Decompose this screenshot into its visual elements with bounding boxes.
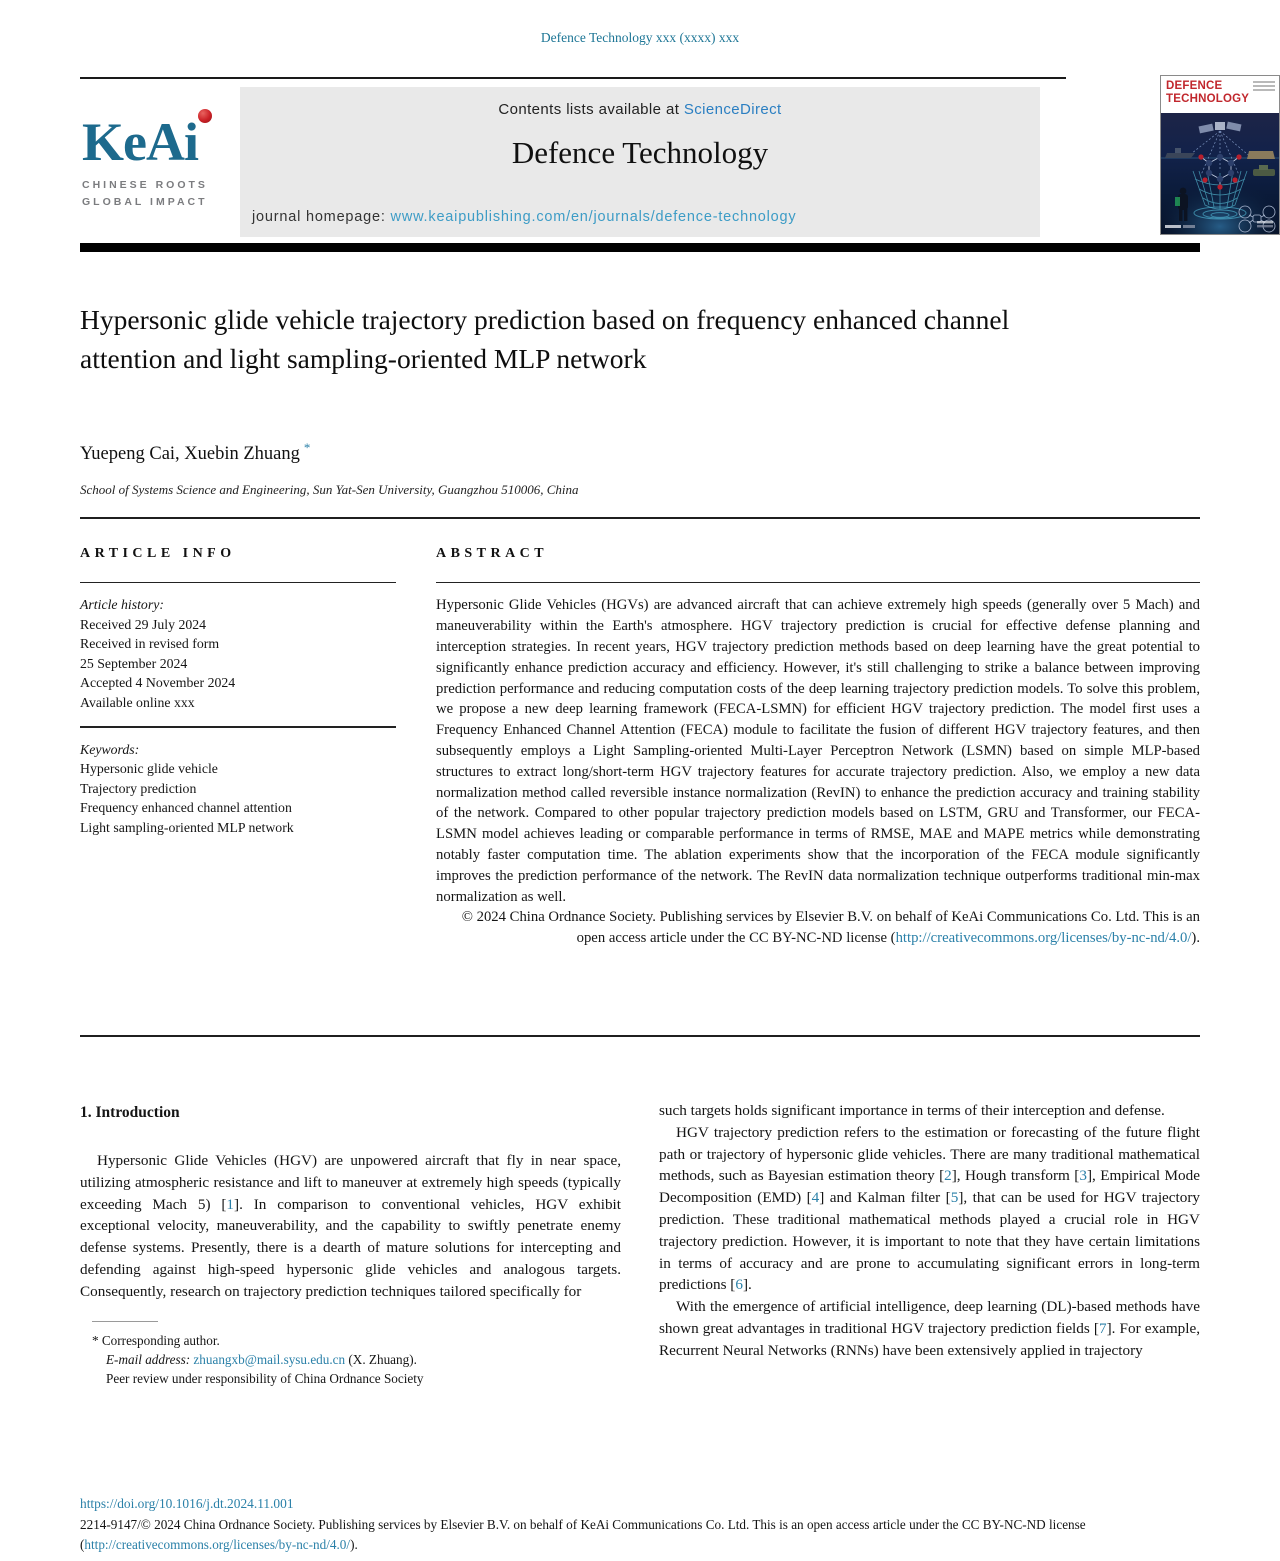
history-item: 25 September 2024 [80, 655, 188, 671]
author-names: Yuepeng Cai, Xuebin Zhuang [80, 444, 300, 465]
article-info-rule [80, 582, 396, 583]
reference-link[interactable]: 3 [1079, 1167, 1087, 1185]
abstract-text: Hypersonic Glide Vehicles (HGVs) are advanced aircraft that can achieve extremely high speeds (generally over 5 Mach) and maneuverability within the Earth's atmosphere. HGV trajectory prediction is crucial for effective defense planning and interception strategies. In recent years, HGV trajectory prediction methods based on deep learning have the great potential to significantly enhance prediction accuracy and efficiency. However, it's still challenging to strike a balance between improving prediction performance and reducing computation costs of the deep learning trajectory prediction models. To solve this problem, we propose a new deep learning framework (FECA-LSMN) for efficient HGV trajectory prediction. The model first uses a Frequency Enhanced Channel Attention (FECA) module to facilitate the fusion of different HGV trajectory features, and then subsequently employs a Light Sampling-oriented Multi-Layer Perceptron Network (LSMN) based on simple MLP-based structures to extract long/short-term HGV trajectory features for accurate trajectory prediction. Also, we employ a new data normalization method called reversible instance normalization (RevIN) to enhance the prediction accuracy and training stability of the network. Compared to other popular trajectory prediction models based on LSTM, GRU and Transformer, our FECA-LSMN model achieves leading or comparable performance in terms of RMSE, MAE and MAPE metrics while demonstrating notably faster computation time. The ablation experiments show that the incorporation of the FECA module significantly improves the prediction performance of the network. The RevIN data normalization technique outperforms traditional min-max normalization as well. [436, 597, 1200, 905]
intro-paragraph: Hypersonic Glide Vehicles (HGV) are unpowered aircraft that fly in near space, utilizing atmospheric resistance and lift to maneuver at extremely high speeds (typically exceeding Mach 5) [1]. In comparison to conventional vehicles, HGV exhibit exceptional velocity, maneuverability, and the capability to swiftly penetrate enemy defense systems. Presently, there is a dearth of mature solutions for intercepting and defending against high-speed hypersonic glide vehicles and analogous targets. Consequently, research on trajectory prediction techniques tailored specifically for [80, 1152, 621, 1300]
reference-link[interactable]: 1 [226, 1195, 235, 1213]
keyword-item: Trajectory prediction [80, 780, 197, 796]
cover-title-band [1161, 76, 1279, 113]
history-item: Accepted 4 November 2024 [80, 675, 236, 691]
homepage-url-link[interactable]: www.keaipublishing.com/en/journals/defence-technology [390, 209, 797, 225]
license-link[interactable]: http://creativecommons.org/licenses/by-nc-nd/4.0/ [895, 930, 1192, 947]
affiliation: School of Systems Science and Engineering, Sun Yat-Sen University, Guangzhou 510006, China [80, 482, 579, 497]
email-suffix: (X. Zhuang). [345, 1351, 417, 1367]
journal-cover [1160, 75, 1280, 235]
authors-line [80, 440, 310, 465]
copyright-suffix: ). [1191, 930, 1200, 947]
email-label: E-mail address: [106, 1351, 191, 1367]
keai-red-dot-icon [198, 109, 212, 123]
homepage-label: journal homepage: [252, 209, 391, 225]
article-title: Hypersonic glide vehicle trajectory prediction based on frequency enhanced channel attention and light sampling-oriented MLP network [80, 304, 1010, 374]
journal-banner [240, 87, 1040, 237]
bottom-copyright [80, 1515, 1200, 1554]
journal-header [80, 77, 1066, 237]
keai-tagline-1: CHINESE ROOTS [82, 179, 208, 191]
peer-review-note: Peer review under responsibility of China Ordnance Society [106, 1370, 424, 1386]
right-column [659, 1100, 1200, 1388]
footnote-rule [92, 1321, 158, 1322]
history-item: Available online xxx [80, 694, 195, 710]
body-paragraph: With the emergence of artificial intelligence, deep learning (DL)-based methods have shown great advantages in traditional HGV trajectory prediction fields [7]. For example, Recurrent Neural Networks (RNNs) have been extensively applied in trajectory [659, 1298, 1200, 1359]
cover-title-line2: TECHNOLOGY [1166, 92, 1250, 105]
reference-link[interactable]: 7 [1098, 1319, 1107, 1337]
history-item: Received 29 July 2024 [80, 616, 207, 632]
header-divider-bar [80, 243, 1200, 252]
keyword-item: Hypersonic glide vehicle [80, 761, 218, 777]
section-rule-top [80, 517, 1200, 519]
abstract-heading: ABSTRACT [436, 546, 549, 561]
article-info-column [80, 540, 396, 949]
email-link[interactable]: zhuangxb@mail.sysu.edu.cn [193, 1351, 346, 1367]
sciencedirect-link[interactable]: ScienceDirect [683, 101, 782, 118]
footnote-block [80, 1321, 621, 1388]
corresponding-author-mark[interactable]: * [303, 440, 311, 455]
main-text-columns [80, 1100, 1200, 1388]
cover-issn-marks [1253, 81, 1275, 93]
homepage-line [252, 209, 796, 225]
abstract-copyright [436, 907, 1200, 949]
info-abstract-section [80, 540, 1200, 949]
keywords-label: Keywords: [80, 741, 140, 757]
reference-link[interactable]: 2 [944, 1167, 952, 1185]
keyword-item: Light sampling-oriented MLP network [80, 819, 294, 835]
bottom-block [80, 1494, 1200, 1554]
running-head: Defence Technology xxx (xxxx) xxx [540, 30, 740, 45]
doi-link[interactable]: https://doi.org/10.1016/j.dt.2024.11.001 [80, 1496, 294, 1511]
bottom-copyright-text: 2214-9147/© 2024 China Ordnance Society. Publishing services by Elsevier B.V. on behalf of KeAi Communications Co. Ltd. This is an open access article under the CC BY-NC-ND license ( [80, 1517, 1086, 1552]
reference-link[interactable]: 6 [735, 1276, 743, 1294]
email-line [80, 1350, 621, 1369]
reference-link[interactable]: 5 [950, 1189, 959, 1207]
keywords-divider [80, 726, 396, 727]
contents-line [240, 101, 1040, 118]
journal-name: Defence Technology [511, 135, 769, 170]
bottom-copyright-suffix: ). [350, 1536, 358, 1552]
cover-title [1166, 80, 1249, 105]
history-label: Article history: [80, 597, 164, 613]
cover-title-line1: DEFENCE [1166, 80, 1223, 92]
introduction-heading: 1. Introduction [80, 1104, 180, 1121]
body-paragraph: HGV trajectory prediction refers to the estimation or forecasting of the future flight path or trajectory of hypersonic glide vehicles. There are many traditional mathematical methods, such as Bayesian estimation theory [2], Hough transform [3], Empirical Mode Decomposition (EMD) [4] and Kalman filter [5], that can be used for HGV trajectory prediction. These traditional mathematical methods played a crucial role in HGV trajectory prediction. However, it is important to note that they have certain limitations in terms of accuracy and are prone to accumulating significant errors in long-term predictions [6]. [659, 1123, 1200, 1294]
keai-logo [80, 87, 240, 237]
history-item: Received in revised form [80, 636, 220, 652]
section-rule-bottom [80, 1035, 1200, 1037]
copyright-text: © 2024 China Ordnance Society. Publishing services by Elsevier B.V. on behalf of KeAi Communications Co. Ltd. This is an open access article under the CC BY-NC-ND license ( [461, 909, 1200, 947]
reference-link[interactable]: 4 [811, 1189, 820, 1207]
contents-prefix: Contents lists available at [498, 101, 684, 118]
keai-tagline-2: GLOBAL IMPACT [82, 196, 208, 208]
left-column [80, 1100, 621, 1388]
article-info-heading: ARTICLE INFO [80, 546, 236, 561]
bottom-license-link[interactable]: http://creativecommons.org/licenses/by-nc-nd/4.0/ [84, 1536, 351, 1552]
keyword-item: Frequency enhanced channel attention [80, 800, 292, 816]
abstract-rule [436, 582, 1200, 583]
keai-wordmark: KeAi [82, 112, 198, 172]
body-paragraph: such targets holds significant importance in terms of their interception and defense. [659, 1102, 1165, 1119]
corresponding-author-note: * Corresponding author. [92, 1332, 220, 1348]
abstract-column [436, 540, 1200, 949]
journal-cover-art [1161, 113, 1279, 234]
